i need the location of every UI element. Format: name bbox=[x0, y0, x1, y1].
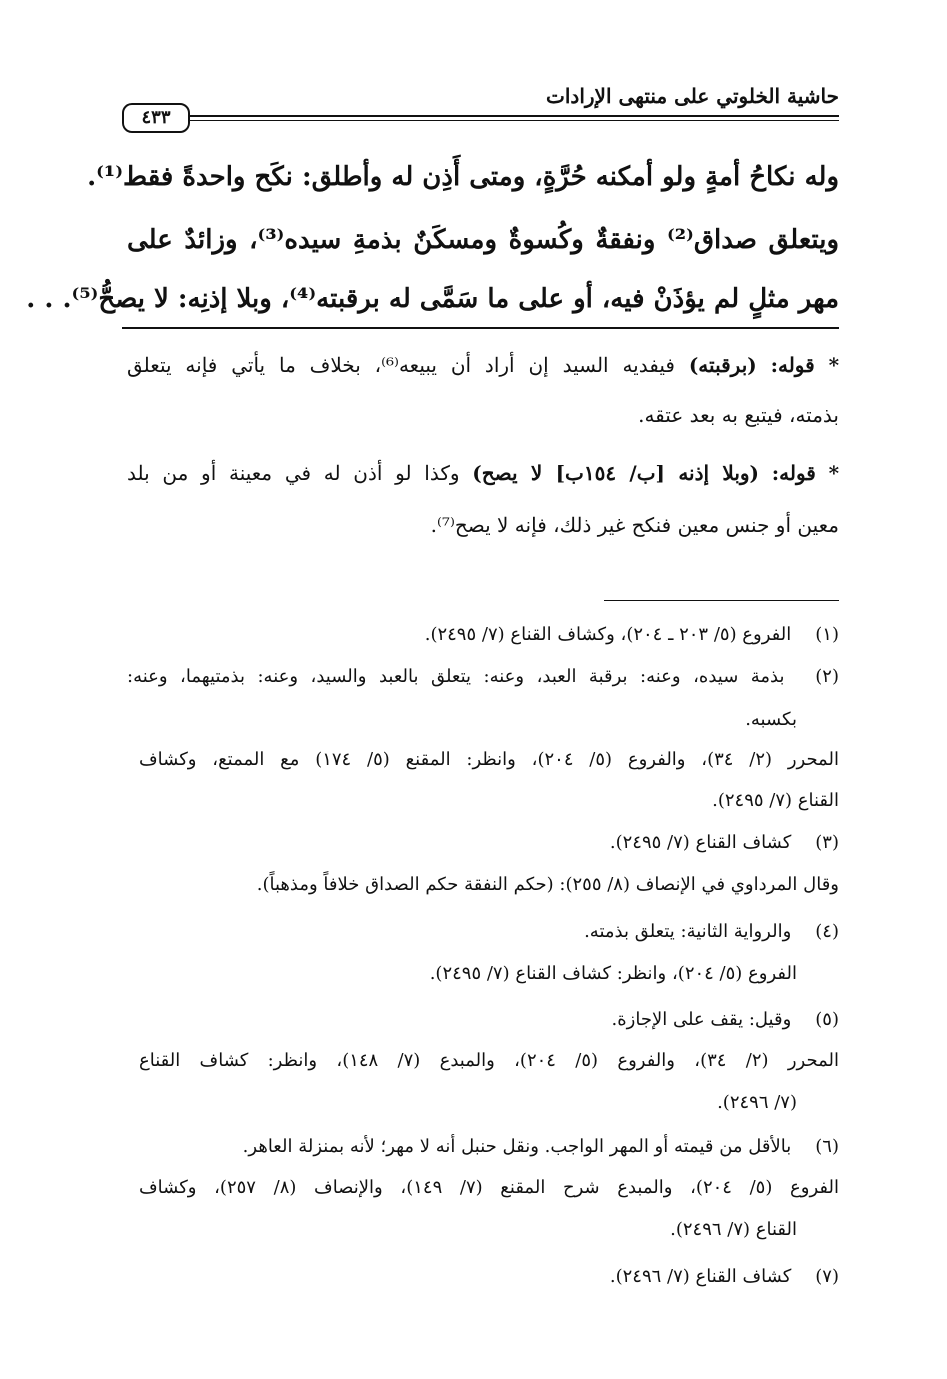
comment-label: قوله: bbox=[770, 353, 815, 377]
footnote-text: بذمة سيده، وعنه: برقبة العبد، وعنه: يتعلق بالعبد والسيد، وعنه: بذمتيهما، وعنه: bbox=[127, 666, 785, 687]
footnote-number: (٥) bbox=[815, 1009, 839, 1030]
footnote-6-line-3: القناع (٧/ ٢٤٩٦). bbox=[670, 1219, 797, 1240]
comment-quote: (برقبته) bbox=[688, 353, 757, 377]
footnote-number: (٦) bbox=[815, 1136, 839, 1157]
footnote-7 bbox=[127, 1263, 839, 1291]
footnote-number: (١) bbox=[815, 624, 839, 645]
footnote-4-line-2: الفروع (٥/ ٢٠٤)، وانظر: كشاف القناع (٧/ ٢٤٩٥). bbox=[429, 963, 797, 984]
comment-1-line-2: بذمته، فيتبع به بعد عتقه. bbox=[638, 403, 839, 427]
footnote-5-line-1 bbox=[127, 1006, 839, 1034]
footnote-number: (٢) bbox=[815, 666, 839, 687]
footnote-text: كشاف القناع (٧/ ٢٤٩٦). bbox=[609, 1266, 792, 1287]
footnote-1 bbox=[127, 621, 839, 649]
header-rule bbox=[190, 115, 839, 117]
comment-text: فيفديه السيد إن أراد أن يبيعه⁽⁶⁾، بخلاف ما يأتي فإنه يتعلق bbox=[127, 353, 675, 377]
main-text-line-3: مهر مثلٍ لم يؤذَنْ فيه، أو على ما سَمَّى له برقبته⁽⁴⁾، وبلا إذنِه: لا يصحُّ⁽⁵⁾. . . bbox=[26, 284, 839, 314]
footnote-2-line-1 bbox=[127, 663, 839, 691]
main-text-divider bbox=[122, 327, 839, 329]
comment-marker: * bbox=[828, 461, 840, 485]
main-text-line-1: وله نكاحُ أمةٍ ولو أمكنه حُرَّةٍ، ومتى أَذِن له وأطلق: نكَح واحدةً فقط⁽¹⁾. bbox=[87, 162, 839, 192]
footnote-number: (٧) bbox=[815, 1266, 839, 1287]
footnote-2-line-4: القناع (٧/ ٢٤٩٥). bbox=[712, 790, 839, 811]
comment-1-line-1 bbox=[127, 350, 839, 380]
footnote-text: الفروع (٥/ ٢٠٣ ـ ٢٠٤)، وكشاف القناع (٧/ ٢٤٩٥). bbox=[424, 624, 792, 645]
footnote-6-line-1 bbox=[127, 1133, 839, 1161]
footnote-text: بالأقل من قيمته أو المهر الواجب. ونقل حنبل أنه لا مهر؛ لأنه بمنزلة العاهر. bbox=[242, 1136, 792, 1157]
header-rule-thin bbox=[190, 120, 839, 121]
footnote-5-line-3: (٧/ ٢٤٩٦). bbox=[717, 1092, 797, 1113]
footnote-2-line-3: المحرر (٢/ ٣٤)، والفروع (٥/ ٢٠٤)، وانظر: المقنع (٥/ ١٧٤) مع الممتع، وكشاف bbox=[139, 749, 839, 770]
comment-text: وكذا لو أذن له في معينة أو من بلد bbox=[127, 461, 460, 485]
comment-quote: (وبلا إذنه [ب/ ١٥٤ب] لا يصح) bbox=[472, 461, 760, 485]
footnote-text: كشاف القناع (٧/ ٢٤٩٥). bbox=[609, 832, 792, 853]
footnote-2-line-2: بكسبه. bbox=[745, 709, 797, 730]
comment-label: قوله: bbox=[771, 461, 816, 485]
footnote-divider bbox=[604, 600, 839, 601]
comment-2-line-1 bbox=[127, 458, 839, 488]
main-text-line-2: ويتعلق صداق⁽²⁾ ونفقةٌ وكُسوةٌ ومسكَنٌ بذمةِ سيده⁽³⁾، وزائدٌ على bbox=[127, 225, 839, 255]
footnote-number: (٣) bbox=[815, 832, 839, 853]
page-number: ٤٣٣ bbox=[122, 103, 190, 133]
running-title: حاشية الخلوتي على منتهى الإرادات bbox=[546, 84, 839, 108]
footnote-text: والرواية الثانية: يتعلق بذمته. bbox=[584, 921, 792, 942]
footnote-6-line-2: الفروع (٥/ ٢٠٤)، والمبدع شرح المقنع (٧/ ١٤٩)، والإنصاف (٨/ ٢٥٧)، وكشاف bbox=[139, 1177, 839, 1198]
comment-marker: * bbox=[828, 353, 840, 377]
footnote-5-line-2: المحرر (٢/ ٣٤)، والفروع (٥/ ٢٠٤)، والمبدع (٧/ ١٤٨)، وانظر: كشاف القناع bbox=[139, 1050, 839, 1071]
footnote-4-line-1 bbox=[127, 918, 839, 946]
footnote-3-line-1 bbox=[127, 829, 839, 857]
footnote-3-line-2: وقال المرداوي في الإنصاف (٨/ ٢٥٥): (حكم النفقة حكم الصداق خلافاً ومذهباً). bbox=[256, 874, 839, 895]
comment-2-line-2: معين أو جنس معين فنكح غير ذلك، فإنه لا يصح⁽⁷⁾. bbox=[430, 513, 839, 537]
footnote-number: (٤) bbox=[815, 921, 839, 942]
footnote-text: وقيل: يقف على الإجازة. bbox=[611, 1009, 792, 1030]
